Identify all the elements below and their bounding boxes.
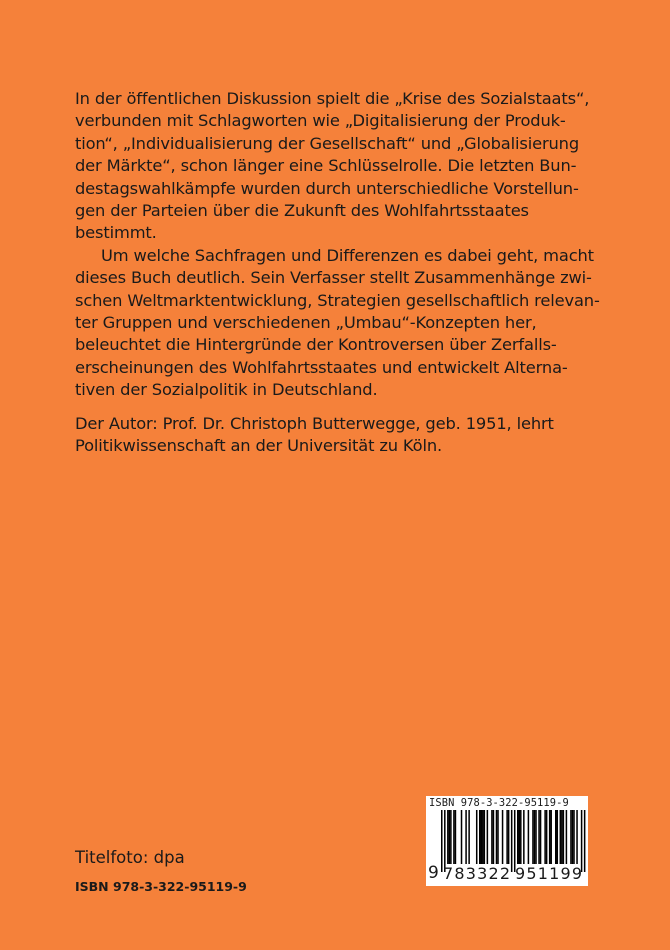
text-line: dieses Buch deutlich. Sein Verfasser stellt Zusammenhänge zwi- (75, 268, 592, 288)
barcode-bar (465, 810, 467, 864)
text-line: bestimmt. (75, 223, 157, 243)
barcode-digits-right: 951199 (515, 864, 584, 883)
barcode-lead-digit: 9 (428, 863, 439, 883)
text-line: ter Gruppen und verschiedenen „Umbau“-Konzepten her, (75, 313, 537, 333)
barcode-isbn-label: ISBN 978-3-322-95119-9 (429, 797, 569, 809)
barcode-bar (508, 810, 510, 864)
text-line: schen Weltmarktentwicklung, Strategien gesellschaftlich relevan- (75, 290, 600, 310)
author-note (75, 413, 605, 458)
barcode-bar (581, 810, 583, 872)
text-line: beleuchtet die Hintergründe der Kontroversen über Zerfalls- (75, 335, 557, 355)
barcode-bar (491, 810, 493, 864)
barcode-bar (496, 810, 498, 864)
barcode-bar (532, 810, 534, 864)
barcode-bar (573, 810, 575, 864)
barcode-bar (550, 810, 552, 864)
barcode-bar (563, 810, 565, 864)
barcode-bar (561, 810, 563, 864)
barcode-bar (523, 810, 525, 864)
barcode-bar (497, 810, 499, 864)
barcode-bar (502, 810, 504, 864)
barcode-bar (444, 810, 446, 872)
barcode-bar (484, 810, 486, 864)
barcode-bar (544, 810, 546, 864)
text-line: tiven der Sozialpolitik in Deutschland. (75, 380, 378, 400)
text-line: Um welche Sachfragen und Differenzen es dabei geht, macht (101, 245, 594, 265)
blurb-paragraph-2 (75, 245, 605, 402)
barcode-bar (455, 810, 457, 864)
text-line: erscheinungen des Wohlfahrtsstaates und entwickelt Alterna- (75, 357, 568, 377)
barcode-bar (576, 810, 578, 864)
barcode-bar (520, 810, 522, 864)
barcode-bar (468, 810, 470, 864)
barcode-bar (584, 810, 586, 872)
barcode-bar (450, 810, 452, 864)
barcode-bar (519, 810, 521, 864)
barcode-bar (506, 810, 508, 864)
blurb-text (75, 88, 605, 458)
barcode-bar (482, 810, 484, 864)
barcode-bar (572, 810, 574, 864)
barcode-bar (476, 810, 478, 864)
text-line: gen der Parteien über die Zukunft des Wohlfahrtsstaates (75, 201, 529, 221)
barcode-bar (549, 810, 551, 864)
barcode-bar (441, 810, 443, 872)
text-line: verbunden mit Schlagworten wie „Digitalisierung der Produk- (75, 111, 566, 131)
barcode-bar (493, 810, 495, 864)
blurb-paragraph-1 (75, 88, 605, 245)
barcode-bar (511, 810, 513, 872)
barcode-bar (546, 810, 548, 864)
barcode-bar (566, 810, 568, 864)
isbn-number: ISBN 978-3-322-95119-9 (75, 879, 247, 894)
barcode-bar (517, 810, 519, 864)
barcode-bar (570, 810, 572, 864)
barcode-bar (528, 810, 530, 864)
barcode-bar (534, 810, 536, 864)
barcode-bar (560, 810, 562, 864)
text-line: Politikwissenschaft an der Universität zu Köln. (75, 436, 443, 456)
barcode-bar (487, 810, 489, 864)
barcode-bar (449, 810, 451, 864)
barcode-bar (538, 810, 540, 864)
text-line: In der öffentlichen Diskussion spielt die „Krise des Sozialstaats“, (75, 89, 590, 108)
text-line: Der Autor: Prof. Dr. Christoph Butterwegge, geb. 1951, lehrt (75, 413, 554, 433)
barcode-bar (555, 810, 557, 864)
barcode-bar (461, 810, 463, 864)
text-line: tion“, „Individualisierung der Gesellschaft“ und „Globalisierung (75, 133, 580, 153)
barcode-bar (557, 810, 559, 864)
barcode-bar (447, 810, 449, 864)
photo-credit: Titelfoto: dpa (75, 848, 185, 867)
barcode-bar (540, 810, 542, 864)
barcode-digits-left: 783322 (443, 864, 512, 883)
barcode-bar (479, 810, 481, 864)
isbn-barcode (426, 796, 588, 886)
text-line: destagswahlkämpfe wurden durch unterschiedliche Vorstellun- (75, 178, 579, 198)
barcode-bar (453, 810, 455, 864)
barcode-bar (514, 810, 516, 872)
barcode-bar (481, 810, 483, 864)
text-line: der Märkte“, schon länger eine Schlüsselrolle. Die letzten Bun- (75, 156, 577, 176)
barcode-bar (535, 810, 537, 864)
